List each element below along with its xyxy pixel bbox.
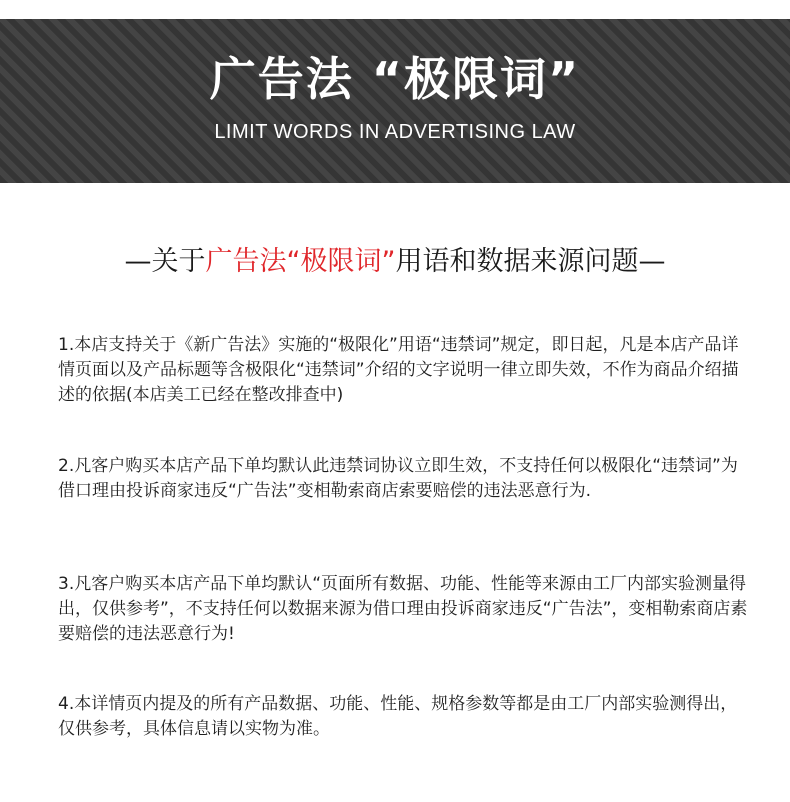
header-banner — [0, 19, 790, 183]
section-heading — [0, 244, 790, 280]
paragraph-3: 3.凡客户购买本店产品下单均默认“页面所有数据、功能、性能等来源由工厂内部实验测量得出，仅供参考”，不支持任何以数据来源为借口理由投诉商家违反“广告法”，变相勒索商店素要赔偿的违法恶意行为! — [58, 574, 748, 644]
paragraph-2: 2.凡客户购买本店产品下单均默认此违禁词协议立即生效，不支持任何以极限化“违禁词”为借口理由投诉商家违反“广告法”变相勒索商店索要赔偿的违法恶意行为. — [58, 456, 738, 501]
banner-title: 广告法 “极限词” — [209, 52, 581, 106]
heading-highlight: 广告法“极限词” — [205, 246, 396, 277]
heading-prefix: —关于 — [124, 246, 206, 277]
paragraph-4: 4.本详情页内提及的所有产品数据、功能、性能、规格参数等都是由工厂内部实验测得出，仅供参考，具体信息请以实物为准。 — [58, 694, 738, 739]
banner-subtitle: LIMIT WORDS IN ADVERTISING LAW — [214, 121, 576, 143]
paragraph-1: 1.本店支持关于《新广告法》实施的“极限化”用语“违禁词”规定，即日起，凡是本店产品详情页面以及产品标题等含极限化“违禁词”介绍的文字说明一律立即失效，不作为商品介绍描述的依据(本店美工已经在整改排查中) — [58, 335, 739, 405]
heading-suffix: 用语和数据来源问题— — [395, 246, 666, 277]
